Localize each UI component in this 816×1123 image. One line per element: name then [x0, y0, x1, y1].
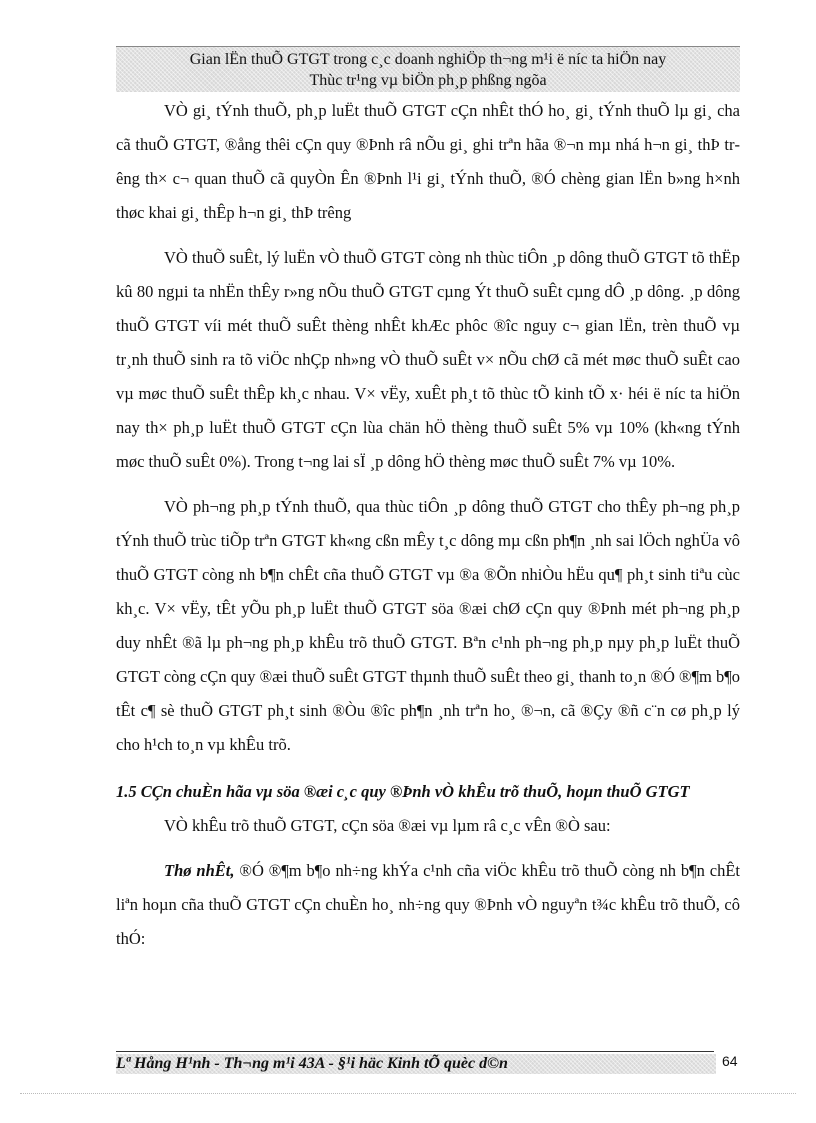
- footer-divider: [116, 1051, 714, 1052]
- page-body: [116, 94, 740, 956]
- first-point-text: ®Ó ®¶m b¶o nh÷ng khÝa c¹nh cña viÖc khÊu trõ thuÕ còng nh b¶n chÊt liªn hoµn cña thuÕ GTGT cÇn chuÈn ho¸ nh÷ng quy ®Þnh vÒ nguyªn t¾c khÊu trõ thuÕ, cô thÓ:: [116, 861, 740, 948]
- paragraph-tax-method: VÒ ph¬ng ph¸p tÝnh thuÕ, qua thùc tiÔn ¸p dông thuÕ GTGT cho thÊy ph¬ng ph¸p tÝnh thuÕ trùc tiÕp trªn GTGT kh«ng cßn mÊy t¸c dông mµ cßn ph¶n ¸nh sai lÖch nghÜa vô thuÕ GTGT còng nh b¶n chÊt cña thuÕ GTGT vµ ®a ®Õn nhiÒu hËu qu¶ ph¸t sinh tiªu cùc kh¸c. V× vËy, tÊt yÕu ph¸p luËt thuÕ GTGT söa ®æi chØ cÇn quy ®Þnh mét ph¬ng ph¸p duy nhÊt ®ã lµ ph¬ng ph¸p khÊu trõ thuÕ GTGT. Bªn c¹nh ph¬ng ph¸p nµy ph¸p luËt thuÕ GTGT còng cÇn quy ®æi thuÕ suÊt GTGT thµnh thuÕ suÊt theo gi¸ thanh to¸n ®Ó ®¶m b¶o tÊt c¶ sè thuÕ GTGT ph¸t sinh ®Òu ®îc ph¶n ¸nh trªn ho¸ ®¬n, cã ®Çy ®ñ c¨n cø ph¸p lý cho h¹ch to¸n vµ khÊu trõ.: [116, 497, 740, 754]
- section-intro: VÒ khÊu trõ thuÕ GTGT, cÇn söa ®æi vµ lµm râ c¸c vÊn ®Ò sau:: [164, 816, 611, 835]
- page-number: 64: [722, 1053, 738, 1069]
- page-bottom-border: [20, 1093, 796, 1094]
- footer-author-line: Lª Hång H¹nh - Th¬ng m¹i 43A - §¹i häc Kinh tÕ quèc d©n: [116, 1054, 716, 1074]
- paragraph-tax-price: VÒ gi¸ tÝnh thuÕ, ph¸p luËt thuÕ GTGT cÇn nhÊt thÓ ho¸ gi¸ tÝnh thuÕ lµ gi¸ cha cã thuÕ GTGT, ®ång thêi cÇn quy ®Þnh râ nÕu gi¸ ghi trªn hãa ®¬n mµ nhá h¬n gi¸ thÞ trêng th× c¬ quan thuÕ cã quyÒn Ên ®Þnh l¹i gi¸ tÝnh thuÕ, ®Ó chèng gian lËn b»ng h×nh thøc khai gi¸ thÊp h¬n gi¸ thÞ trêng: [116, 101, 740, 222]
- section-heading: 1.5 CÇn chuÈn hãa vµ söa ®æi c¸c quy ®Þnh vÒ khÊu trõ thuÕ, hoµn thuÕ GTGT: [116, 782, 690, 801]
- running-header: [116, 46, 740, 92]
- first-point-lead: Thø nhÊt,: [164, 861, 235, 880]
- paragraph-first-point: [116, 854, 740, 956]
- header-subtitle: Thùc tr¹ng vµ biÖn ph¸p phßng ngõa: [309, 72, 547, 89]
- paragraph-tax-rate: VÒ thuÕ suÊt, lý luËn vÒ thuÕ GTGT còng nh thùc tiÔn ¸p dông thuÕ GTGT tõ thËp kû 80 ngµi ta nhËn thÊy r»ng nÕu thuÕ GTGT cµng Ýt thuÕ suÊt cµng dÔ ¸p dông. ¸p dông thuÕ GTGT víi mét thuÕ suÊt thèng nhÊt khÆc phôc ®îc nguy c¬ gian lËn, trèn thuÕ vµ tr¸nh thuÕ sinh ra tõ viÖc nhÇp nh»ng vÒ thuÕ suÊt v× nÕu chØ cã mét møc thuÕ suÊt cao vµ møc thuÕ suÊt thÊp kh¸c nhau. V× vËy, xuÊt ph¸t tõ thùc tÕ kinh tÕ x· héi ë níc ta hiÖn nay th× ph¸p luËt thuÕ GTGT cÇn lùa chän hÖ thèng thuÕ suÊt 5% vµ 10% (kh«ng tÝnh møc thuÕ suÊt 0%). Trong t¬ng lai sÏ ¸p dông hÖ thèng møc thuÕ suÊt 7% vµ 10%.: [116, 248, 740, 471]
- header-title: Gian lËn thuÕ GTGT trong c¸c doanh nghiÖp th¬ng m¹i ë níc ta hiÖn nay: [189, 51, 667, 68]
